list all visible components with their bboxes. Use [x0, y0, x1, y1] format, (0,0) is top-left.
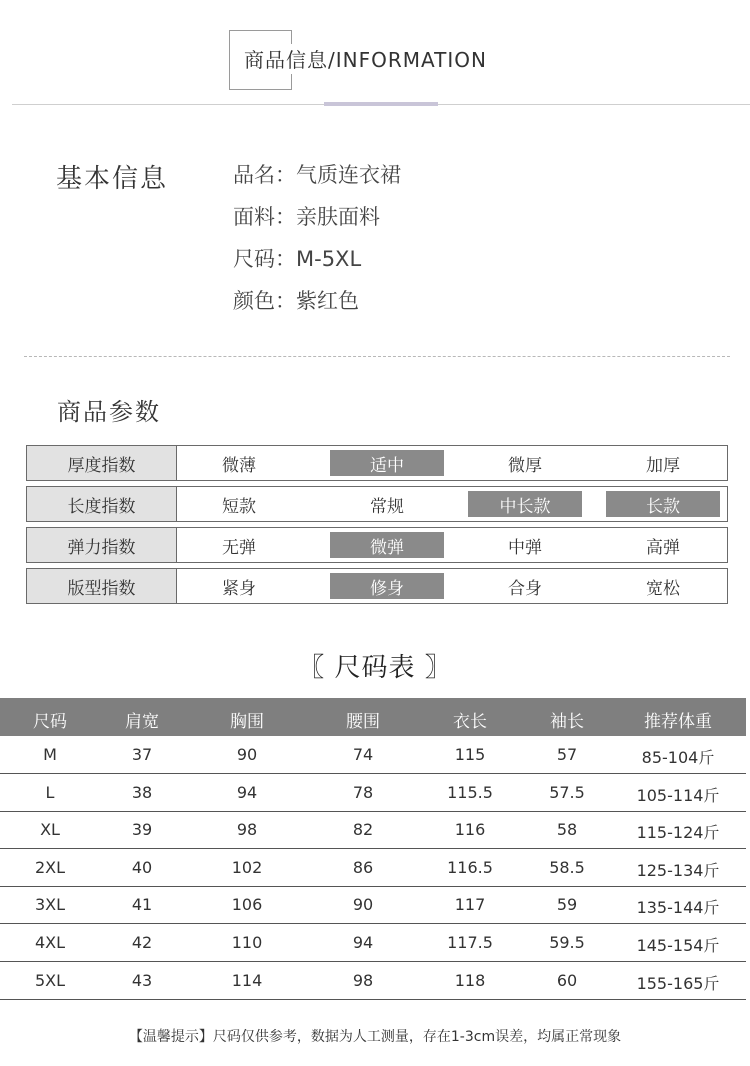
size-chart-row: [0, 886, 746, 924]
size-chart-cell: 86: [352, 857, 374, 877]
size-tip: 【温馨提示】尺码仅供参考，数据为人工测量，存在1-3cm误差，均属正常现象: [128, 1029, 622, 1045]
header-accent-bar: [324, 102, 438, 106]
size-chart-cell: 58: [556, 820, 578, 840]
params-option: 加厚: [646, 455, 680, 476]
params-option-selected: 长款: [606, 491, 720, 517]
params-option-selected: 微弹: [330, 532, 444, 558]
basic-info-row: [233, 284, 401, 326]
info-value: 紫红色: [296, 289, 359, 313]
size-chart-row: [0, 924, 746, 962]
params-option: 微厚: [508, 455, 542, 476]
params-option: 高弹: [646, 537, 680, 558]
size-chart-column-header: 胸围: [230, 712, 264, 732]
info-label: 颜色：: [233, 289, 296, 313]
size-chart-row: [0, 962, 746, 1000]
size-chart-cell: 4XL: [34, 933, 66, 952]
size-chart-cell: 3XL: [34, 895, 66, 915]
size-chart-cell: 116.5: [447, 857, 493, 877]
size-chart-cell: 98: [236, 820, 258, 840]
size-chart-cell: 57: [556, 745, 578, 764]
params-row-label: 版型指数: [27, 569, 177, 603]
size-chart-row: [0, 849, 746, 887]
params-table: [26, 445, 728, 609]
size-chart-cell: 5XL: [34, 970, 66, 990]
header-frame-tick: [291, 30, 292, 44]
basic-info-row: [233, 242, 401, 284]
size-chart-column-header: 尺码: [33, 712, 67, 732]
params-option: 常规: [370, 496, 404, 517]
size-chart-cell: 82: [352, 820, 374, 840]
size-chart-cell: 59.5: [549, 933, 585, 952]
size-chart-cell: 37: [131, 745, 153, 764]
size-chart-cell: 90: [236, 745, 258, 764]
params-row-label: 厚度指数: [27, 446, 177, 480]
size-chart-cell: 135-144斤: [636, 898, 720, 918]
basic-info-row: [233, 158, 401, 200]
size-chart-cell: 94: [352, 933, 374, 952]
size-chart-cell: 41: [131, 895, 153, 915]
size-chart-cell: 116: [454, 820, 486, 840]
size-chart-cell: 59: [556, 895, 578, 915]
params-option: 中弹: [508, 537, 542, 558]
basic-info-heading: 基本信息: [56, 164, 169, 194]
size-chart-cell: 90: [352, 895, 374, 915]
size-chart-cell: 94: [236, 782, 258, 802]
header-frame-tick: [291, 74, 292, 90]
size-chart-cell: 57.5: [549, 782, 585, 802]
params-option-selected: 修身: [330, 573, 444, 599]
dashed-divider: [24, 356, 730, 357]
size-chart-cell: 125-134斤: [636, 860, 720, 880]
params-option-selected: 适中: [330, 450, 444, 476]
info-value: 气质连衣裙: [296, 163, 401, 187]
size-chart-cell: 74: [352, 745, 374, 764]
info-label: 尺码：: [233, 247, 296, 271]
size-chart-cell: 110: [231, 933, 263, 952]
size-chart-cell: 115: [454, 745, 486, 764]
info-label: 品名：: [233, 163, 296, 187]
size-chart-column-header: 肩宽: [125, 712, 159, 732]
size-chart-cell: 117: [454, 895, 486, 915]
info-value: 亲肤面料: [296, 205, 380, 229]
params-row-label: 长度指数: [27, 487, 177, 521]
size-chart-column-header: 袖长: [550, 712, 584, 732]
size-chart-cell: M: [43, 745, 57, 764]
info-value: M-5XL: [296, 247, 362, 271]
size-chart-cell: 118: [454, 970, 486, 990]
size-chart-cell: 117.5: [447, 933, 493, 952]
size-chart-cell: XL: [40, 820, 60, 840]
params-option: 紧身: [222, 578, 256, 599]
size-chart-cell: 43: [131, 970, 153, 990]
params-heading: 商品参数: [57, 398, 161, 426]
size-chart-cell: 106: [231, 895, 263, 915]
params-option: 无弹: [222, 537, 256, 558]
size-chart-cell: 145-154斤: [636, 936, 720, 955]
size-chart-column-header: 衣长: [453, 712, 487, 732]
size-chart-cell: 115.5: [447, 782, 493, 802]
size-chart-cell: 98: [352, 970, 374, 990]
size-chart-cell: 115-124斤: [636, 823, 720, 843]
size-chart-cell: 40: [131, 857, 153, 877]
size-chart-row: [0, 811, 746, 849]
params-option: 短款: [222, 496, 256, 517]
params-row-label: 弹力指数: [27, 528, 177, 562]
size-chart-column-header: 腰围: [346, 712, 380, 732]
size-chart-cell: 38: [131, 782, 153, 802]
params-row: [26, 568, 728, 604]
info-label: 面料：: [233, 205, 296, 229]
size-chart-cell: 78: [352, 782, 374, 802]
size-chart-cell: 42: [131, 933, 153, 952]
basic-info-row: [233, 200, 401, 242]
size-chart-cell: 85-104斤: [641, 748, 715, 767]
size-chart-column-header: 推荐体重: [644, 712, 712, 732]
params-row: [26, 445, 728, 481]
size-chart-cell: 39: [131, 820, 153, 840]
size-chart-row: [0, 736, 746, 774]
size-chart-table: [0, 698, 746, 1000]
basic-info-list: [233, 158, 401, 326]
size-chart-cell: 105-114斤: [636, 785, 720, 805]
size-chart-cell: L: [45, 782, 55, 802]
size-chart-cell: 58.5: [549, 857, 585, 877]
size-chart-cell: 102: [231, 857, 263, 877]
size-chart-cell: 60: [556, 970, 578, 990]
size-chart-cell: 114: [231, 970, 263, 990]
params-option: 合身: [508, 578, 542, 599]
size-chart-cell: 2XL: [34, 857, 66, 877]
size-chart-cell: 155-165斤: [636, 973, 720, 993]
size-chart-title: 〖 尺码表 〗: [298, 653, 452, 683]
params-option: 微薄: [222, 455, 256, 476]
params-row: [26, 527, 728, 563]
params-option-selected: 中长款: [468, 491, 582, 517]
size-chart-header: [0, 698, 746, 736]
section-title: 商品信息/INFORMATION: [244, 48, 487, 72]
size-chart-row: [0, 774, 746, 812]
params-option: 宽松: [646, 578, 680, 599]
params-row: [26, 486, 728, 522]
